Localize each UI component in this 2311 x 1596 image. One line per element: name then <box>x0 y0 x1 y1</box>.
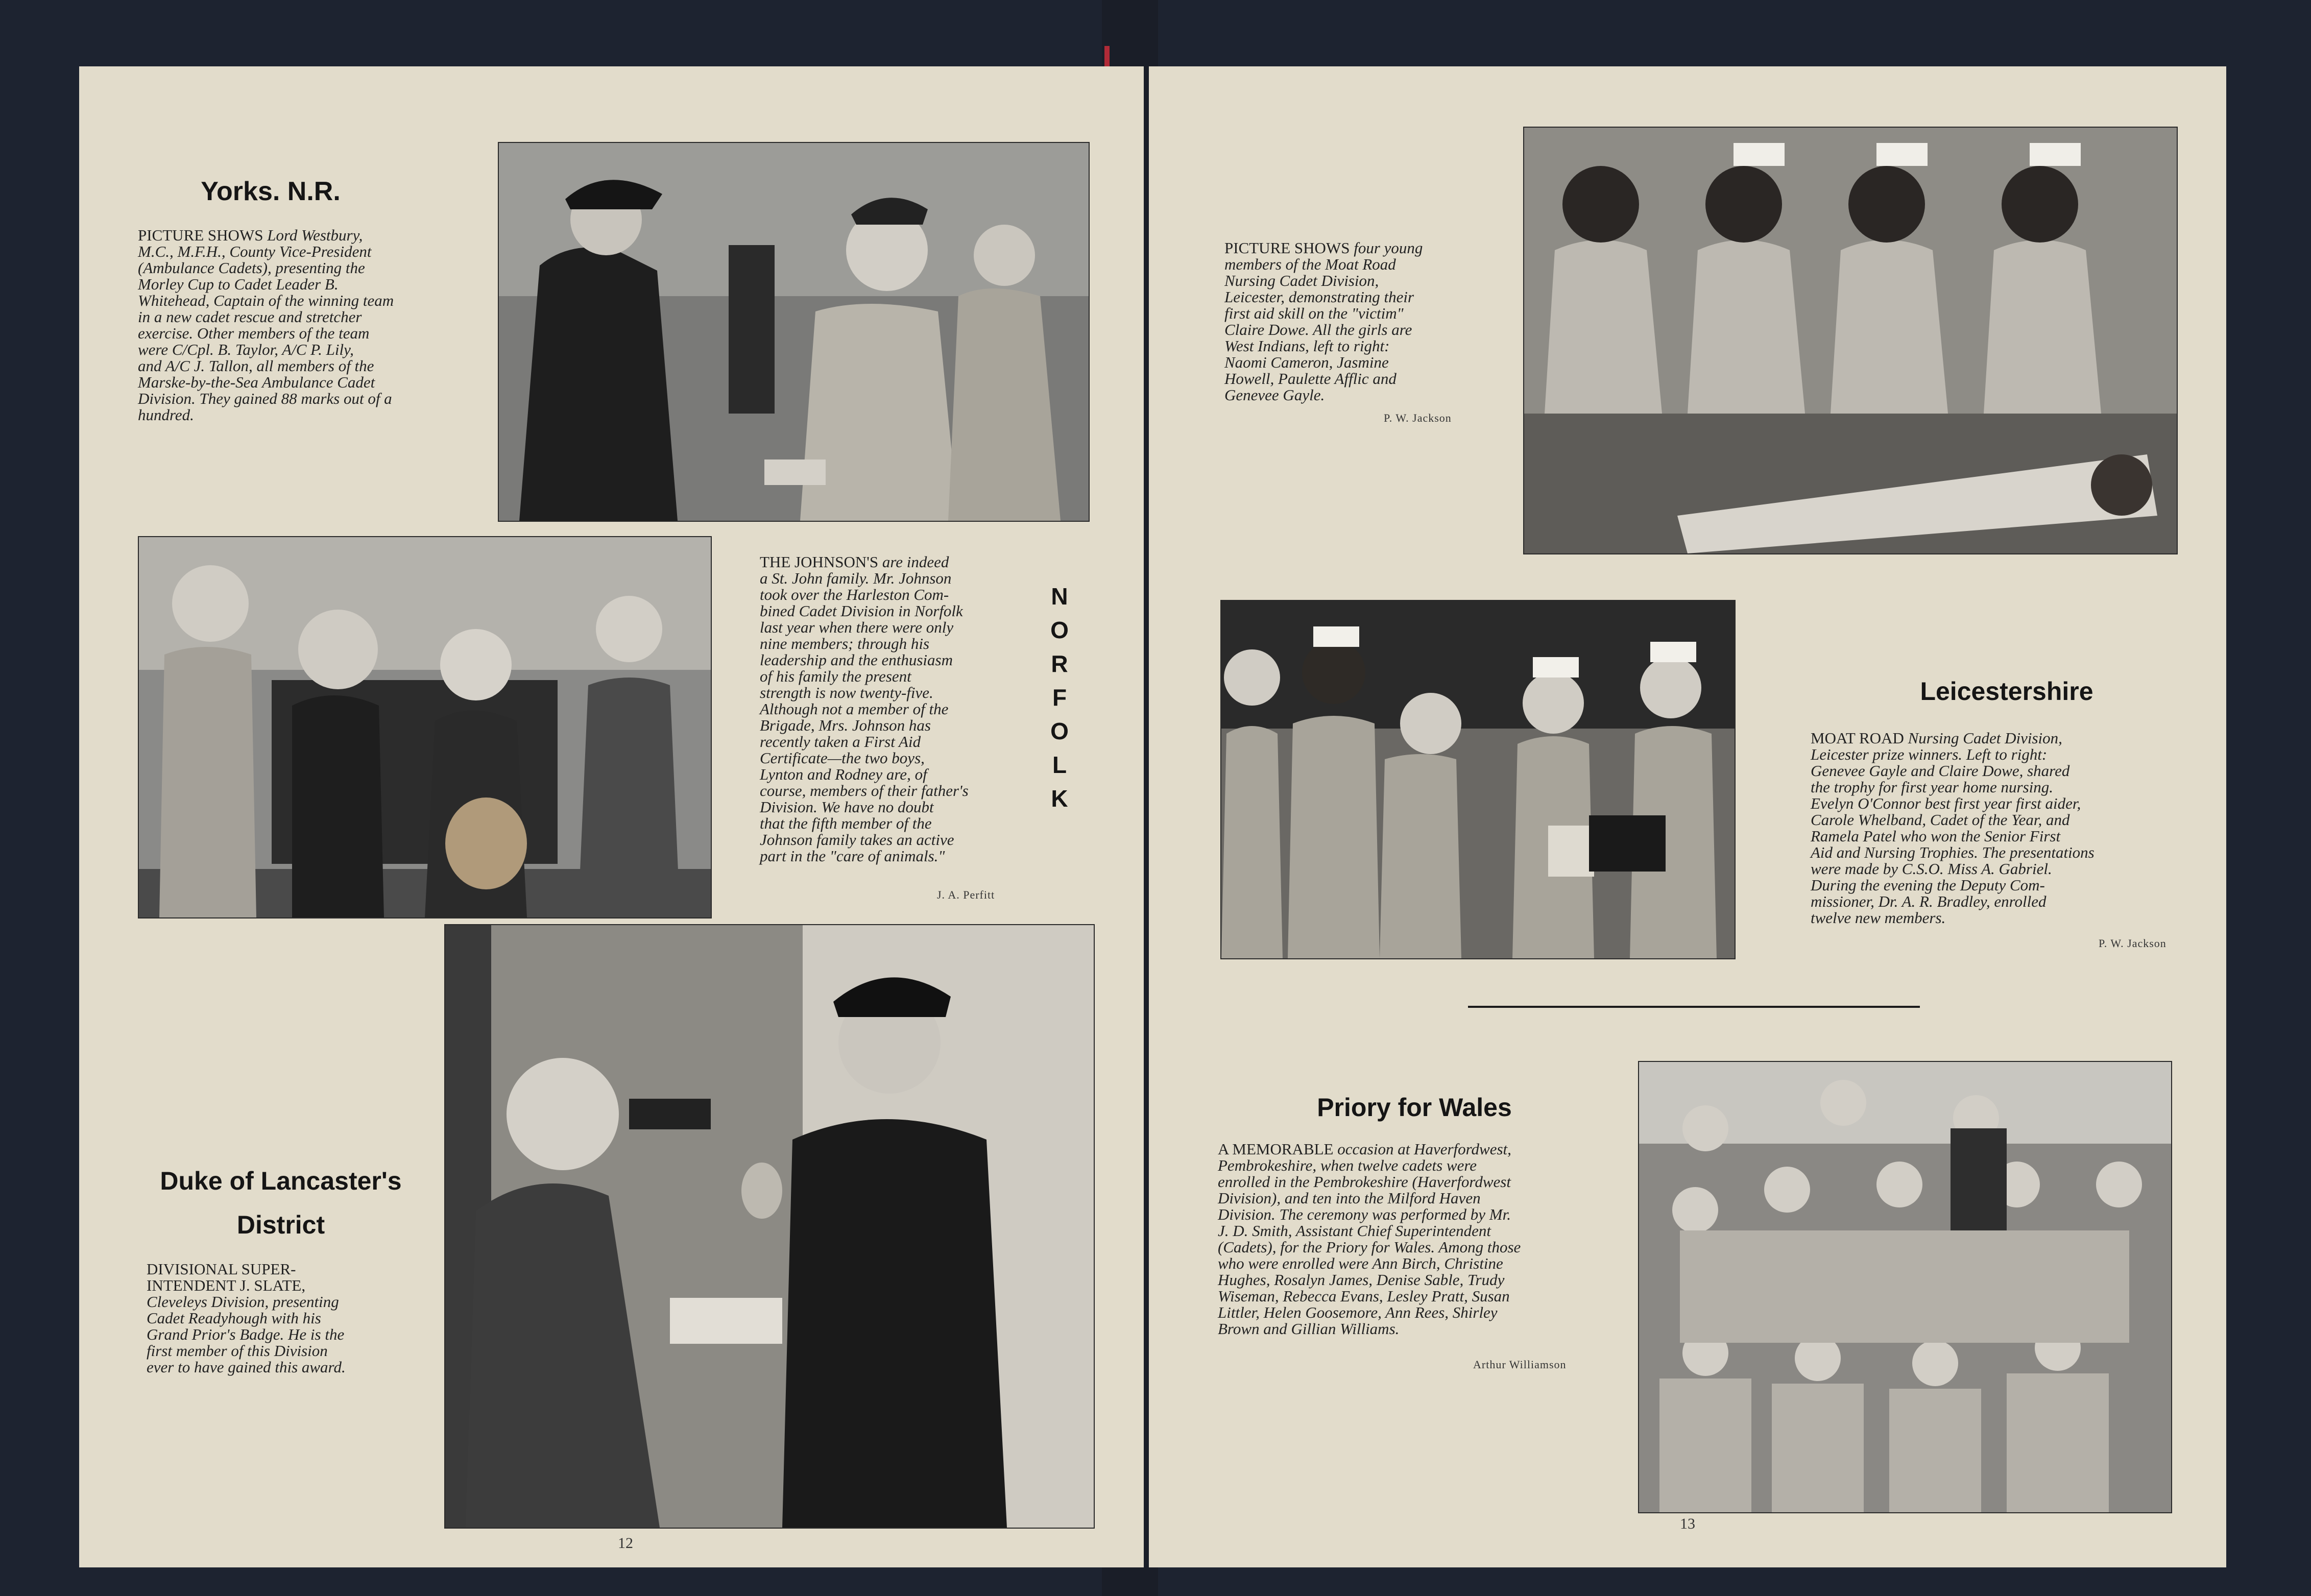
lancaster-heading <box>135 1159 426 1247</box>
norfolk-letter-5: O <box>1050 718 1069 744</box>
moat-road-caption-lead: PICTURE SHOWS <box>1224 239 1350 257</box>
right-page <box>1149 66 2226 1567</box>
lancaster-caption <box>147 1261 432 1375</box>
wales-heading: Priory for Wales <box>1317 1093 1512 1122</box>
wales-credit: Arthur Williamson <box>1473 1358 1567 1371</box>
page-number-left: 12 <box>618 1535 633 1552</box>
norfolk-letter-6: L <box>1052 752 1067 778</box>
leicestershire-caption-text: Nursing Cadet Division, Leicester prize winners. Left to right: Genevee Gayle and Claire Dowe, shared the trophy for first year home nursing. Evelyn O'Connor best first year first aider, Carole Whelband, Cadet of the Year, and Ramela Patel who won the Senior First Aid and Nursing Trophies. The presentations were made by C.S.O. Miss A. Gabriel. During the evening the Deputy Com- missioner, Dr. A. R. Bradley, enrolled twelve new members. <box>1811 729 2095 927</box>
leicestershire-heading: Leicestershire <box>1920 677 2093 706</box>
lancaster-heading-line1: Duke of Lancaster's <box>160 1167 402 1195</box>
wales-caption-lead: A MEMORABLE <box>1218 1140 1334 1158</box>
leicestershire-caption <box>1811 730 2178 926</box>
wales-caption <box>1218 1141 1585 1337</box>
moat-road-caption <box>1224 240 1510 403</box>
leicestershire-caption-lead: MOAT ROAD <box>1811 729 1904 747</box>
norfolk-letter-7: K <box>1051 785 1068 812</box>
moat-road-photo <box>1523 127 2178 554</box>
yorks-heading: Yorks. N.R. <box>201 177 341 206</box>
lancaster-caption-lead: DIVISIONAL SUPER- INTENDENT J. SLATE, <box>147 1260 306 1294</box>
wales-caption-text: occasion at Haverfordwest, Pembrokeshire, when twelve cadets were enrolled in the Pembrokeshire (Haverfordwest Division), and ten into the Milford Haven Division. The ceremony was performed by Mr. J. D. Smith, Assistant Chief Superintendent (Cadets), for the Priory for Wales. Among those who were enrolled were Ann Birch, Christine Hughes, Rosalyn James, Denise Sable, Trudy Wiseman, Rebecca Evans, Lesley Pratt, Susan Littler, Helen Goosemore, Ann Rees, Shirley Brown and Gillian Williams. <box>1218 1140 1521 1338</box>
leicestershire-photo <box>1220 600 1736 959</box>
yorks-caption-text: Lord Westbury, M.C., M.F.H., County Vice-President (Ambulance Cadets), presenting the Morley Cup to Cadet Leader B. Whitehead, Captain of the winning team in a new cadet rescue and stretcher exercise. Other members of the team were C/Cpl. B. Taylor, A/C P. Lily, and A/C J. Tallon, all members of the Marske-by-the-Sea Ambulance Cadet Division. They gained 88 marks out of a hundred. <box>138 226 394 424</box>
norfolk-letter-1: N <box>1051 583 1068 610</box>
norfolk-caption <box>760 554 1036 864</box>
norfolk-letter-3: R <box>1051 650 1068 677</box>
norfolk-vertical-heading <box>1044 579 1075 815</box>
moat-road-credit: P. W. Jackson <box>1384 412 1452 424</box>
norfolk-letter-2: O <box>1050 617 1069 643</box>
left-page <box>79 66 1144 1567</box>
lancaster-photo <box>444 924 1095 1529</box>
norfolk-credit: J. A. Perfitt <box>937 888 995 901</box>
leicestershire-credit: P. W. Jackson <box>2099 937 2166 950</box>
yorks-photo <box>498 142 1090 522</box>
norfolk-caption-lead: THE JOHNSON'S <box>760 553 879 571</box>
moat-road-caption-text: four young members of the Moat Road Nursing Cadet Division, Leicester, demonstrating their first aid skill on the "victim" Claire Dowe. All the girls are West Indians, left to right: Naomi Cameron, Jasmine Howell, Paulette Afflic and Genevee Gayle. <box>1224 239 1423 404</box>
wales-photo <box>1638 1061 2172 1513</box>
yorks-caption <box>138 227 541 423</box>
norfolk-caption-text: are indeed a St. John family. Mr. Johnson took over the Harleston Com- bined Cadet Division in Norfolk last year when there were only nine members; through his leadership and the enthusiasm of his family the present strength is now twenty-five. Although not a member of the Brigade, Mrs. Johnson has recently taken a First Aid Certificate—the two boys, Lynton and Rodney are, of course, members of their father's Division. We have no doubt that the fifth member of the Johnson family takes an active part in the "care of animals." <box>760 553 969 865</box>
norfolk-photo <box>138 536 712 918</box>
lancaster-caption-text: Cleveleys Division, presenting Cadet Readyhough with his Grand Prior's Badge. He is the first member of this Division ever to have gained this award. <box>147 1293 346 1376</box>
norfolk-letter-4: F <box>1052 684 1067 711</box>
section-divider <box>1468 1006 1920 1008</box>
lancaster-heading-line2: District <box>236 1211 325 1239</box>
yorks-caption-lead: PICTURE SHOWS <box>138 226 263 244</box>
page-number-right: 13 <box>1680 1515 1695 1532</box>
